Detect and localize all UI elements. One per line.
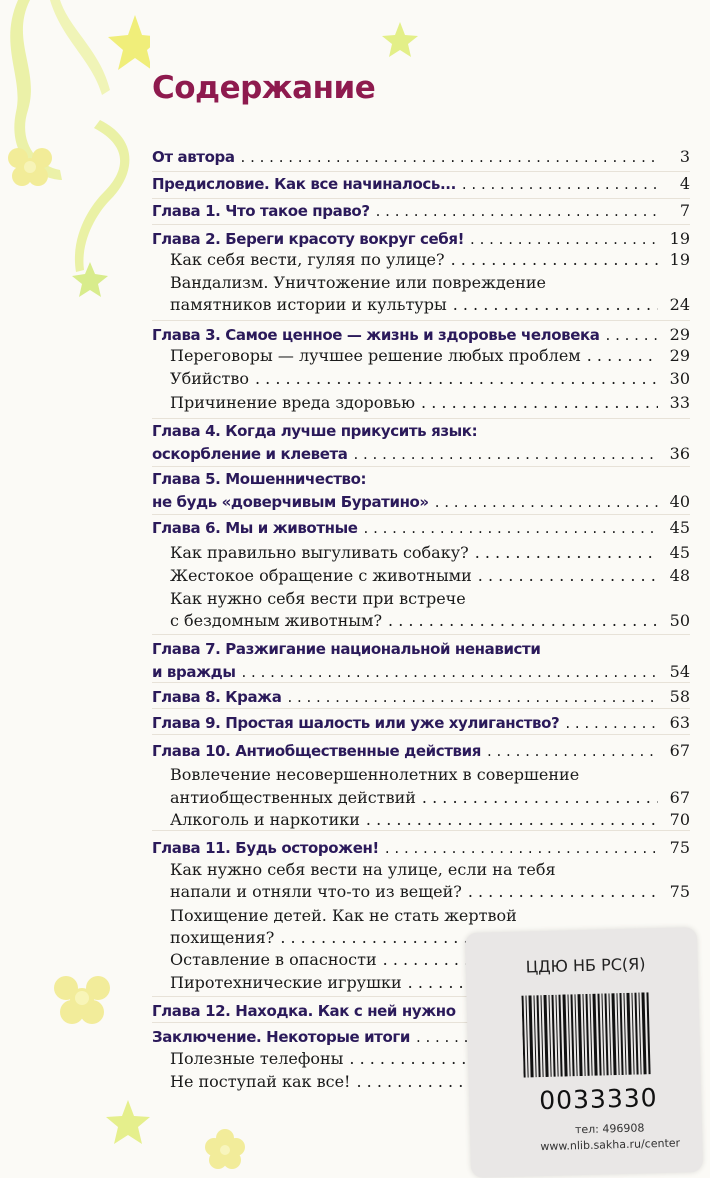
toc-entry-section[interactable]: Переговоры — лучшее решение любых проблем . . . 29 (170, 345, 690, 367)
page-number: 30 (669, 369, 690, 388)
toc-entry-section[interactable]: с бездомным животным? . . . 50 (170, 610, 690, 632)
page-number: 4 (679, 174, 690, 193)
toc-entry-section[interactable]: антиобщественных действий . . . 67 (170, 787, 690, 809)
toc-entry-chapter-11[interactable]: Глава 11. Будь осторожен! . . . 75 (152, 837, 690, 859)
toc-entry-chapter-5-cont[interactable]: не будь «доверчивым Буратино» . . . 40 (152, 491, 690, 513)
page-number: 75 (669, 882, 690, 901)
page-number: 29 (669, 325, 690, 344)
toc-entry-section[interactable]: Оставление в опасности . . . (170, 949, 690, 971)
toc-entry-section[interactable]: Как нужно себя вести на улице, если на тебя (170, 860, 556, 879)
divider (152, 198, 690, 199)
page-number: 67 (669, 788, 690, 807)
toc-entry-chapter-7[interactable]: Глава 7. Разжигание национальной ненависти (152, 640, 541, 658)
decorative-star-icon (380, 20, 420, 60)
library-url: www.nlib.sakha.ru/center (540, 1136, 681, 1154)
toc-entry-section[interactable]: Не поступай как все! . . . (170, 1071, 690, 1093)
page-number: 58 (669, 687, 690, 706)
toc-entry-chapter-10[interactable]: Глава 10. Антиобщественные действия . . . 67 (152, 740, 690, 762)
toc-entry-section[interactable]: Как себя вести, гуляя по улице? . . . 19 (170, 249, 690, 271)
toc-entry-section[interactable]: Как правильно выгуливать собаку? . . . 45 (170, 542, 690, 564)
page-number: 50 (669, 611, 690, 630)
page-number: 19 (669, 229, 690, 248)
toc-entry-section[interactable]: Пиротехнические игрушки . . . (170, 972, 690, 994)
toc-entry-chapter-5[interactable]: Глава 5. Мошенничество: (152, 470, 367, 488)
toc-entry-section[interactable]: напали и отняли что-то из вещей? . . . 75 (170, 881, 690, 903)
divider (152, 708, 690, 709)
page-number: 29 (669, 346, 690, 365)
toc-entry-section[interactable]: похищения? . . . (170, 927, 690, 949)
page-number: 48 (669, 566, 690, 585)
divider (152, 224, 690, 225)
toc-entry-section[interactable]: памятников истории и культуры . . . 24 (170, 294, 690, 316)
page-number: 45 (669, 518, 690, 537)
page-number: 7 (679, 201, 690, 220)
toc-entry-chapter-2[interactable]: Глава 2. Береги красоту вокруг себя! . . . 19 (152, 228, 690, 250)
toc-entry-section[interactable]: Алкоголь и наркотики . . . 70 (170, 809, 690, 831)
divider (152, 634, 690, 635)
page-number: 40 (669, 492, 690, 511)
library-barcode-sticker (465, 927, 703, 1178)
toc-entry-section[interactable]: Убийство . . . 30 (170, 368, 690, 390)
page-number: 75 (669, 838, 690, 857)
page-number: 63 (669, 713, 690, 732)
divider (152, 418, 690, 419)
page-number: 19 (669, 250, 690, 269)
decorative-ribbon-and-stars (0, 0, 150, 1178)
toc-entry-section[interactable]: Полезные телефоны . . . (170, 1048, 690, 1070)
toc-entry-section[interactable]: Вандализм. Уничтожение или повреждение (170, 273, 546, 292)
divider (152, 320, 690, 321)
barcode (521, 992, 653, 1077)
toc-entry-foreword[interactable]: От автора . . . 3 (152, 146, 690, 168)
page-number: 45 (669, 543, 690, 562)
toc-entry-section[interactable]: Вовлечение несовершеннолетних в совершение (170, 765, 580, 784)
toc-entry-chapter-3[interactable]: Глава 3. Самое ценное — жизнь и здоровье человека . . . 29 (152, 324, 690, 346)
page-number: 24 (669, 295, 690, 314)
library-name: ЦДЮ НБ РС(Я) (525, 954, 646, 977)
page-number: 3 (679, 147, 690, 166)
page-number: 54 (669, 662, 690, 681)
toc-entry-chapter-4-cont[interactable]: оскорбление и клевета . . . 36 (152, 443, 690, 465)
toc-entry-section[interactable]: Похищение детей. Как не стать жертвой (170, 906, 517, 925)
decorative-flower-icon (200, 1125, 250, 1175)
toc-entry-section[interactable]: Причинение вреда здоровью . . . 33 (170, 392, 690, 414)
toc-entry-preface[interactable]: Предисловие. Как все начиналось... . . . 4 (152, 173, 690, 195)
toc-entry-chapter-12[interactable]: Глава 12. Находка. Как с ней нужно (152, 1002, 456, 1020)
page-number: 70 (669, 810, 690, 829)
library-phone: тел: 496908 (574, 1121, 645, 1137)
divider (152, 466, 690, 467)
toc-entry-chapter-9[interactable]: Глава 9. Простая шалость или уже хулиганство? . . . 63 (152, 712, 690, 734)
toc-entry-chapter-1[interactable]: Глава 1. Что такое право? . . . 7 (152, 200, 690, 222)
toc-entry-chapter-8[interactable]: Глава 8. Кража . . . 58 (152, 686, 690, 708)
barcode-number: 0033330 (538, 1083, 658, 1116)
page-number: 36 (669, 444, 690, 463)
toc-entry-chapter-4[interactable]: Глава 4. Когда лучше прикусить язык: (152, 422, 478, 440)
page-number: 33 (669, 393, 690, 412)
divider (152, 171, 690, 172)
divider (152, 734, 690, 735)
toc-entry-conclusion[interactable]: Заключение. Некоторые итоги . . . (152, 1026, 690, 1048)
toc-entry-section[interactable]: Жестокое обращение с животными . . . 48 (170, 565, 690, 587)
page-title: Содержание (152, 70, 376, 106)
toc-entry-chapter-7-cont[interactable]: и вражды . . . 54 (152, 661, 690, 683)
page-number: 67 (669, 741, 690, 760)
toc-entry-chapter-6[interactable]: Глава 6. Мы и животные . . . 45 (152, 517, 690, 539)
divider (152, 514, 690, 515)
toc-entry-section[interactable]: Как нужно себя вести при встрече (170, 589, 466, 608)
